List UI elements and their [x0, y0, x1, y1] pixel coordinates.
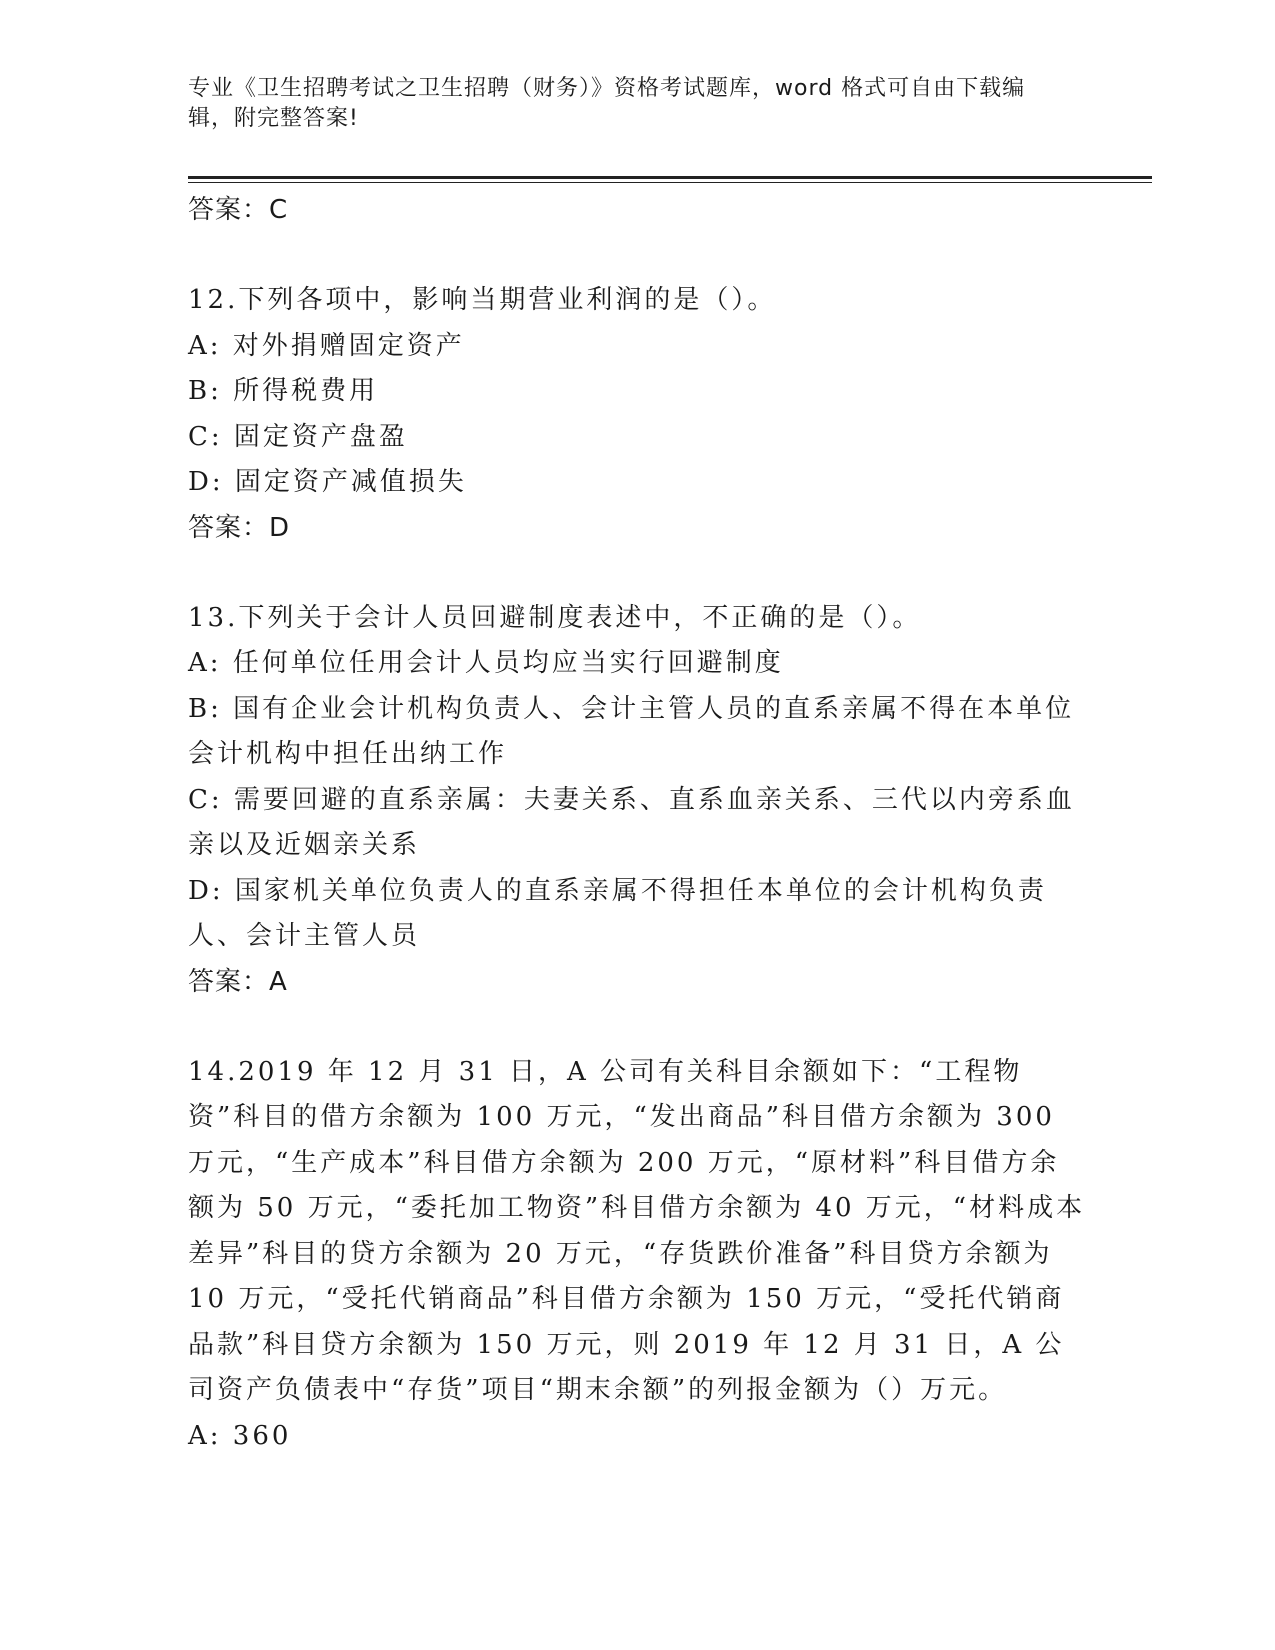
- option-a: A: 任何单位任用会计人员均应当实行回避制度: [188, 648, 784, 678]
- answer: 答案：D: [188, 512, 291, 543]
- question-13: [188, 596, 1088, 1005]
- question-content: [188, 186, 1088, 1459]
- header-divider-thick: [188, 176, 1152, 179]
- header-divider-thin: [188, 182, 1152, 183]
- option-d: D: 固定资产减值损失: [188, 467, 467, 497]
- option-a: A: 360: [188, 1420, 292, 1451]
- question-12: [188, 278, 1088, 551]
- question-14: [188, 1050, 1088, 1460]
- option-c: C: 固定资产盘盈: [188, 421, 408, 452]
- document-header: [188, 74, 1068, 134]
- option-a: A: 对外捐赠固定资产: [188, 330, 465, 361]
- header-title: 专业《卫生招聘考试之卫生招聘（财务）》资格考试题库，word 格式可自由下载编辑，附完整答案!: [188, 76, 1026, 131]
- answer: 答案：A: [188, 966, 288, 997]
- question-stem: 14.2019 年 12 月 31 日，A 公司有关科目余额如下：“工程物资”科目的借方余额为 100 万元，“发出商品”科目借方余额为 300 万元，“生产成本”科目借方余额为 200 万元，“原材料”科目借方余额为 50 万元，“委托加工物资”科目借方余额为 40 万元，“材料成本差异”科目的贷方余额为 20 万元，“存货跌价准备”科目贷方余额为 10 万元，“受托代销商品”科目借方余额为 150 万元，“受托代销商品款”科目贷方余额为 150 万元，则 2019 年 12 月 31 日，A 公司资产负债表中“存货”项目“期末余额”的列报金额为（）万元。: [188, 1056, 1086, 1405]
- option-b: B: 所得税费用: [188, 376, 379, 406]
- option-c: C: 需要回避的直系亲属：夫妻关系、直系血亲关系、三代以内旁系血亲以及近姻亲关系: [188, 784, 1075, 860]
- question-stem: 13.下列关于会计人员回避制度表述中，不正确的是（）。: [188, 602, 922, 633]
- option-b: B: 国有企业会计机构负责人、会计主管人员的直系亲属不得在本单位会计机构中担任出纳工作: [188, 693, 1075, 769]
- previous-answer: 答案：C: [188, 195, 289, 225]
- option-d: D: 国家机关单位负责人的直系亲属不得担任本单位的会计机构负责人、会计主管人员: [188, 875, 1047, 951]
- question-stem: 12.下列各项中，影响当期营业利润的是（）。: [188, 285, 777, 315]
